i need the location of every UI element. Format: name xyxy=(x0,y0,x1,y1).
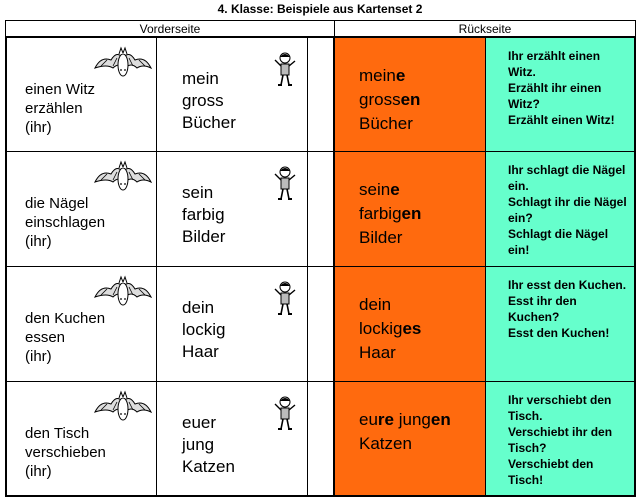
sentence-line: Erzählt einen Witz! xyxy=(508,113,615,127)
answer-stem: Haar xyxy=(359,343,396,362)
answer-stem: Katzen xyxy=(359,434,412,453)
phrase-line: Bilder xyxy=(182,227,226,246)
answer-line xyxy=(359,226,421,250)
phrase-line: gross xyxy=(182,91,224,110)
child-icon xyxy=(272,52,298,88)
header-front: Vorderseite xyxy=(5,20,335,37)
phrase-line: dein xyxy=(182,298,215,317)
answer-line xyxy=(359,64,420,88)
phrase-cell xyxy=(157,37,308,152)
sentence-cell xyxy=(486,267,636,382)
answer-stem: gross xyxy=(359,90,401,109)
verb-cell xyxy=(5,267,157,382)
verb-line: den Kuchen xyxy=(25,310,106,327)
verb-line: (ihr) xyxy=(25,463,52,480)
phrase-line: euer xyxy=(182,413,217,432)
answer-line xyxy=(359,408,451,432)
answer-stem: dein xyxy=(359,295,392,314)
answer-stem: farbig xyxy=(359,204,402,223)
phrase-text xyxy=(182,182,225,248)
verb-line: einen Witz xyxy=(25,81,96,98)
phrase-line: lockig xyxy=(182,320,226,339)
answer-line xyxy=(359,317,421,341)
bat-icon xyxy=(93,160,153,194)
sentence-line: Schlagt die Nägel ein! xyxy=(508,227,609,257)
sentence-line: Schlagt ihr die Nägel ein? xyxy=(508,195,627,225)
verb-line: erzählen xyxy=(25,100,83,117)
answer-line xyxy=(359,178,421,202)
answer-cell xyxy=(335,37,486,152)
sentence-line: Erzählt ihr einen Witz? xyxy=(508,81,602,111)
phrase-line: Haar xyxy=(182,342,219,361)
phrase-line: Bücher xyxy=(182,113,236,132)
sentence-text xyxy=(508,277,630,341)
phrase-text xyxy=(182,68,236,134)
verb-line: verschieben xyxy=(25,444,106,461)
sentence-line: Verschiebt den Tisch! xyxy=(508,457,594,487)
phrase-line: mein xyxy=(182,69,219,88)
verb-line: (ihr) xyxy=(25,233,52,250)
answer-stem: mein xyxy=(359,66,396,85)
phrase-line: Katzen xyxy=(182,457,235,476)
answer-cell xyxy=(335,152,486,267)
verb-cell xyxy=(5,152,157,267)
sentence-text xyxy=(508,162,630,258)
sentence-line: Ihr erzählt einen Witz. xyxy=(508,49,601,79)
sentence-line: Verschiebt ihr den Tisch? xyxy=(508,425,613,455)
child-icon xyxy=(272,166,298,202)
child-icon xyxy=(272,396,298,432)
answer-cell xyxy=(335,382,486,497)
answer-text xyxy=(359,293,421,365)
sentence-line: Ihr verschiebt den Tisch. xyxy=(508,393,612,423)
answer-stem: Bilder xyxy=(359,228,403,247)
answer-ending: es xyxy=(402,319,422,338)
child-icon xyxy=(272,281,298,317)
sentence-text xyxy=(508,392,630,488)
verb-text xyxy=(25,80,95,137)
answer-ending: en xyxy=(401,204,422,223)
page-title: 4. Klasse: Beispiele aus Kartenset 2 xyxy=(217,2,423,16)
verb-line: (ihr) xyxy=(25,348,52,365)
verb-line: einschlagen xyxy=(25,214,106,231)
answer-ending: en xyxy=(430,410,451,429)
phrase-cell xyxy=(157,382,308,497)
verb-line: essen xyxy=(25,329,66,346)
verb-cell xyxy=(5,37,157,152)
answer-text xyxy=(359,178,421,250)
phrase-text xyxy=(182,297,225,363)
verb-cell xyxy=(5,382,157,497)
answer-line xyxy=(359,112,420,136)
answer-stem: Bücher xyxy=(359,114,413,133)
sentence-cell xyxy=(486,152,636,267)
bat-icon xyxy=(93,46,153,80)
verb-line: (ihr) xyxy=(25,119,52,136)
verb-line: die Nägel xyxy=(25,195,89,212)
spacer-cell xyxy=(308,382,335,497)
phrase-line: jung xyxy=(182,435,215,454)
spacer-cell xyxy=(308,37,335,152)
answer-line xyxy=(359,88,420,112)
sentence-text xyxy=(508,48,630,128)
verb-text xyxy=(25,309,105,366)
bat-icon xyxy=(93,275,153,309)
answer-stem: sein xyxy=(359,180,391,199)
answer-ending: e xyxy=(395,66,406,85)
answer-line xyxy=(359,293,421,317)
answer-text xyxy=(359,64,420,136)
answer-line xyxy=(359,341,421,365)
answer-line xyxy=(359,432,451,456)
answer-text xyxy=(359,408,451,456)
verb-text xyxy=(25,194,105,251)
verb-line: den Tisch xyxy=(25,425,90,442)
answer-stem: eu xyxy=(359,410,378,429)
answer-line xyxy=(359,202,421,226)
answer-ending: en xyxy=(400,90,421,109)
sentence-line: Ihr schlagt die Nägel ein. xyxy=(508,163,626,193)
answer-stem: lockig xyxy=(359,319,403,338)
sentence-cell xyxy=(486,382,636,497)
answer-cell xyxy=(335,267,486,382)
spacer-cell xyxy=(308,267,335,382)
answer-ending: e xyxy=(390,180,400,199)
phrase-line: sein xyxy=(182,183,214,202)
verb-text xyxy=(25,424,106,481)
phrase-text xyxy=(182,412,235,478)
bat-icon xyxy=(93,390,153,424)
sentence-line: Ihr esst den Kuchen. xyxy=(508,278,627,292)
answer-stem: jung xyxy=(394,410,431,429)
spacer-cell xyxy=(308,152,335,267)
phrase-line: farbig xyxy=(182,205,225,224)
sentence-line: Esst ihr den Kuchen? xyxy=(508,294,577,324)
phrase-cell xyxy=(157,267,308,382)
sentence-line: Esst den Kuchen! xyxy=(508,326,610,340)
phrase-cell xyxy=(157,152,308,267)
header-back: Rückseite xyxy=(335,20,636,37)
sentence-cell xyxy=(486,37,636,152)
answer-ending: re xyxy=(377,410,394,429)
